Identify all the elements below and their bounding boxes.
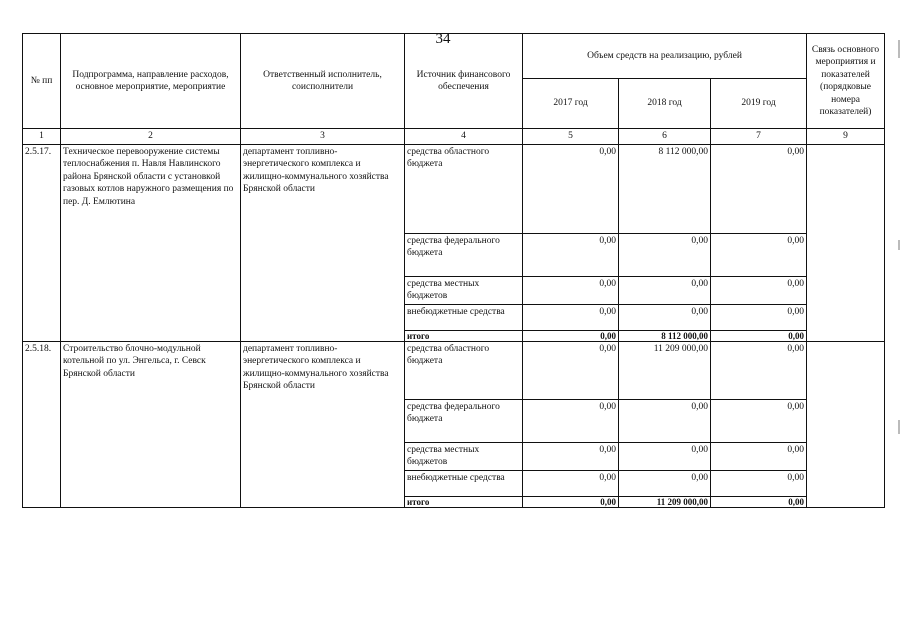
column-number: 4 <box>405 129 523 145</box>
row-code: 2.5.18. <box>23 341 61 507</box>
scan-artifact <box>898 420 900 434</box>
total-label: итого <box>405 496 523 507</box>
column-number: 3 <box>241 129 405 145</box>
value-2019: 0,00 <box>711 470 807 496</box>
source-label: внебюджетные средства <box>405 304 523 330</box>
value-2018: 0,00 <box>619 442 711 470</box>
table-row <box>23 144 885 233</box>
value-2019: 0,00 <box>711 442 807 470</box>
header-executor: Ответственный исполнитель, соисполнители <box>241 34 405 129</box>
value-2019: 0,00 <box>711 144 807 233</box>
column-number: 1 <box>23 129 61 145</box>
total-label: итого <box>405 330 523 341</box>
table-row <box>23 341 885 399</box>
value-2018: 0,00 <box>619 304 711 330</box>
header-year-2018: 2018 год <box>619 79 711 129</box>
total-2019: 0,00 <box>711 496 807 507</box>
row-executor: департамент топливно-энергетического комплекса и жилищно-коммунального хозяйства Брянской области <box>241 144 405 341</box>
header-year-2017: 2017 год <box>523 79 619 129</box>
column-number: 6 <box>619 129 711 145</box>
value-2019: 0,00 <box>711 341 807 399</box>
source-label: средства областного бюджета <box>405 144 523 233</box>
value-2017: 0,00 <box>523 304 619 330</box>
value-2018: 11 209 000,00 <box>619 341 711 399</box>
header-link: Связь основного мероприятия и показателей (порядковые номера показателей) <box>807 34 885 129</box>
header-program: Подпрограмма, направление расходов, основное мероприятие, мероприятие <box>61 34 241 129</box>
source-label: средства федерального бюджета <box>405 233 523 276</box>
value-2017: 0,00 <box>523 341 619 399</box>
link-cell <box>807 144 885 341</box>
scan-artifact <box>898 40 900 58</box>
value-2017: 0,00 <box>523 144 619 233</box>
total-2017: 0,00 <box>523 330 619 341</box>
value-2017: 0,00 <box>523 276 619 304</box>
column-number: 7 <box>711 129 807 145</box>
value-2019: 0,00 <box>711 399 807 442</box>
value-2018: 0,00 <box>619 276 711 304</box>
value-2019: 0,00 <box>711 304 807 330</box>
value-2019: 0,00 <box>711 276 807 304</box>
column-number: 5 <box>523 129 619 145</box>
column-number: 2 <box>61 129 241 145</box>
value-2018: 0,00 <box>619 233 711 276</box>
row-program-name: Строительство блочно-модульной котельной по ул. Энгельса, г. Севск Брянской области <box>61 341 241 507</box>
value-2017: 0,00 <box>523 399 619 442</box>
header-source: Источник финансового обеспечения <box>405 34 523 129</box>
row-program-name: Техническое перевооружение системы теплоснабжения п. Навля Навлинского района Брянской области с установкой газовых котлов наружного размещения по пер. Д. Емлютина <box>61 144 241 341</box>
scan-artifact <box>898 240 900 250</box>
page-number: 34 <box>435 31 451 47</box>
header-volume: Объем средств на реализацию, рублей <box>523 34 807 79</box>
row-code: 2.5.17. <box>23 144 61 341</box>
link-cell <box>807 341 885 507</box>
row-executor: департамент топливно-энергетического комплекса и жилищно-коммунального хозяйства Брянской области <box>241 341 405 507</box>
value-2018: 0,00 <box>619 470 711 496</box>
value-2017: 0,00 <box>523 470 619 496</box>
value-2018: 0,00 <box>619 399 711 442</box>
total-2018: 8 112 000,00 <box>619 330 711 341</box>
total-2017: 0,00 <box>523 496 619 507</box>
value-2019: 0,00 <box>711 233 807 276</box>
source-label: внебюджетные средства <box>405 470 523 496</box>
column-number: 9 <box>807 129 885 145</box>
header-num: № пп <box>23 34 61 129</box>
budget-table <box>22 33 885 508</box>
value-2018: 8 112 000,00 <box>619 144 711 233</box>
source-label: средства местных бюджетов <box>405 442 523 470</box>
source-label: средства федерального бюджета <box>405 399 523 442</box>
header-year-2019: 2019 год <box>711 79 807 129</box>
source-label: средства местных бюджетов <box>405 276 523 304</box>
value-2017: 0,00 <box>523 233 619 276</box>
total-2018: 11 209 000,00 <box>619 496 711 507</box>
column-number-row <box>23 129 885 145</box>
total-2019: 0,00 <box>711 330 807 341</box>
value-2017: 0,00 <box>523 442 619 470</box>
source-label: средства областного бюджета <box>405 341 523 399</box>
